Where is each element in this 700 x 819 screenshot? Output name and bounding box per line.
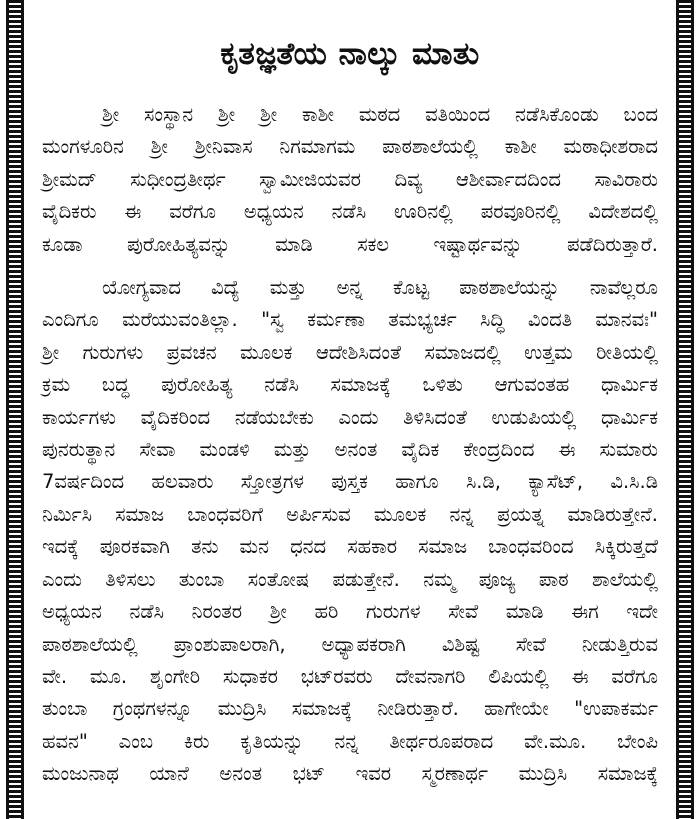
paragraph-1: [42, 99, 658, 261]
text-line: ಶ್ರೀ ಗುರುಗಳು ಪ್ರವಚನ ಮೂಲಕ ಆದೇಶಿಸಿದಂತೆ ಸಮಾಜದಲ್ಲಿ ಉತ್ತಮ ರೀತಿಯಲ್ಲಿ: [42, 340, 658, 364]
text-line: ಮಂಗಳೂರಿನ ಶ್ರೀ ಶ್ರೀನಿವಾಸ ನಿಗಮಾಗಮ ಪಾಠಶಾಲೆಯಲ್ಲಿ ಕಾಶೀ ಮಠಾಧೀಶರಾದ: [42, 135, 658, 159]
text-line: ಕೂಡಾ ಪುರೋಹಿತ್ಯವನ್ನು ಮಾಡಿ ಸಕಲ ಇಷ್ಟಾರ್ಥವನ್ನು ಪಡೆದಿರುತ್ತಾರೆ.: [42, 232, 658, 256]
text-line: ಹವನ" ಎಂಬ ಕಿರು ಕೃತಿಯನ್ನು ನನ್ನ ತೀರ್ಥರೂಪರಾದ ವೇ.ಮೂ. ಬೇಂಪಿ: [42, 729, 658, 753]
text-line: ವೈದಿಕರು ಈ ವರೆಗೂ ಅಧ್ಯಯನ ನಡೆಸಿ ಊರಿನಲ್ಲಿ ಪರವೂರಿನಲ್ಲಿ ವಿದೇಶದಲ್ಲಿ: [42, 200, 658, 224]
text-line: ಕ್ರಮ ಬದ್ಧ ಪುರೋಹಿತ್ಯ ನಡೆಸಿ ಸಮಾಜಕ್ಕೆ ಒಳಿತು ಆಗುವಂತಹ ಧಾರ್ಮಿಕ: [42, 373, 658, 397]
left-decorative-border: [6, 0, 24, 819]
text-line: ಶ್ರೀ ಸಂಸ್ಥಾನ ಶ್ರೀ ಶ್ರೀ ಕಾಶೀ ಮಠದ ವತಿಯಿಂದ ನಡೆಸಿಕೊಂಡು ಬಂದ: [102, 103, 658, 126]
text-line: ಪಾಠಶಾಲೆಯಲ್ಲಿ ಪ್ರಾಂಶುಪಾಲರಾಗಿ, ಅಧ್ಯಾಪಕರಾಗಿ ವಿಶಿಷ್ಟ ಸೇವೆ ನೀಡುತ್ತಿರುವ: [42, 632, 658, 656]
text-line: ವೇ. ಮೂ. ಶೃಂಗೇರಿ ಸುಧಾಕರ ಭಟ್‌ರವರು ದೇವನಾಗರಿ ಲಿಪಿಯಲ್ಲಿ ಈ ವರೆಗೂ: [42, 664, 658, 688]
text-line: ಯೋಗ್ಯವಾದ ವಿದ್ಯೆ ಮತ್ತು ಅನ್ನ ಕೊಟ್ಟ ಪಾಠಶಾಲೆಯನ್ನು ನಾವೆಲ್ಲರೂ: [102, 276, 658, 300]
text-line: ಪುನರುತ್ಥಾನ ಸೇವಾ ಮಂಡಳಿ ಮತ್ತು ಅನಂತ ವೈದಿಕ ಕೇಂದ್ರದಿಂದ ಈ ಸುಮಾರು: [42, 438, 658, 462]
text-line: ಎಂದಿಗೂ ಮರೆಯುವಂತಿಲ್ಲಾ. "ಸ್ವ ಕರ್ಮಣಾ ತಮಭ್ಯರ್ಚ ಸಿದ್ಧಿ ವಿಂದತಿ ಮಾನವಃ": [42, 308, 658, 332]
text-line: 7ವರ್ಷದಿಂದ ಹಲವಾರು ಸ್ತೋತ್ರಗಳ ಪುಸ್ತಕ ಹಾಗೂ ಸಿ.ಡಿ, ಕ್ಯಾಸೆಟ್, ವಿ.ಸಿ.ಡಿ: [42, 470, 658, 494]
text-line: ಇದಕ್ಕೆ ಪೂರಕವಾಗಿ ತನು ಮನ ಧನದ ಸಹಕಾರ ಸಮಾಜ ಬಾಂಧವರಿಂದ ಸಿಕ್ಕಿರುತ್ತದೆ: [42, 535, 658, 559]
text-line: ತುಂಬಾ ಗ್ರಂಥಗಳನ್ನೂ ಮುದ್ರಿಸಿ ಸಮಾಜಕ್ಕೆ ನೀಡಿರುತ್ತಾರೆ. ಹಾಗೇಯೇ "ಉಪಾಕರ್ಮ: [42, 697, 658, 721]
text-line: ಮಂಜುನಾಥ ಯಾನೆ ಅನಂತ ಭಟ್ ಇವರ ಸ್ಮರಣಾರ್ಥ ಮುದ್ರಿಸಿ ಸಮಾಜಕ್ಕೆ: [42, 762, 658, 786]
text-line: ಎಂದು ತಿಳಿಸಲು ತುಂಬಾ ಸಂತೋಷ ಪಡುತ್ತೇನೆ. ನಮ್ಮ ಪೂಜ್ಯ ಪಾಠ ಶಾಲೆಯಲ್ಲಿ: [42, 567, 658, 591]
text-line: ನಿರ್ಮಿಸಿ ಸಮಾಜ ಬಾಂಧವರಿಗೆ ಅರ್ಪಿಸುವ ಮೂಲಕ ನನ್ನ ಪ್ರಯತ್ನ ಮಾಡಿರುತ್ತೇನೆ.: [42, 502, 658, 526]
paragraph-2: [42, 272, 658, 791]
page-title: ಕೃತಜ್ಞತೆಯ ನಾಲ್ಕು ಮಾತು: [220, 36, 480, 72]
text-line: ಕಾರ್ಯಗಳು ವೈದಿಕರಿಂದ ನಡೆಯಬೇಕು ಎಂದು ತಿಳಿಸಿದಂತೆ ಉಡುಪಿಯಲ್ಲಿ ಧಾರ್ಮಿಕ: [42, 405, 658, 429]
text-line: ಅಧ್ಯಯನ ನಡೆಸಿ ನಿರಂತರ ಶ್ರೀ ಹರಿ ಗುರುಗಳ ಸೇವೆ ಮಾಡಿ ಈಗ ಇದೇ: [42, 600, 658, 624]
text-line: ಶ್ರೀಮದ್ ಸುಧೀಂದ್ರತೀರ್ಥ ಸ್ವಾಮೀಜಿಯವರ ದಿವ್ಯ ಆಶೀರ್ವಾದದಿಂದ ಸಾವಿರಾರು: [42, 167, 658, 191]
document-page: [42, 36, 658, 819]
right-decorative-border: [676, 0, 694, 819]
